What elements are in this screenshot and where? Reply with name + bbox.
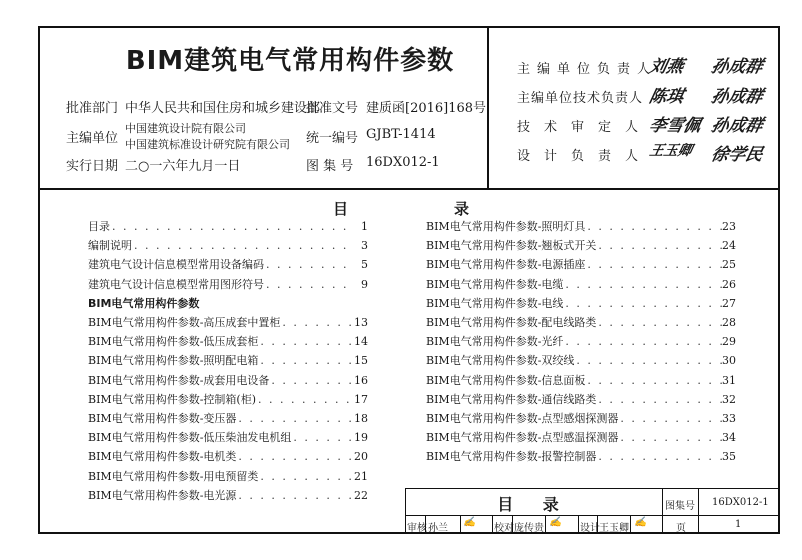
toc-entry-page: 17 xyxy=(354,392,368,406)
toc-leader-dots xyxy=(258,333,354,351)
toc-entry-title: BIM电气常用构件参数-电缆 xyxy=(426,277,564,291)
signature: 陈琪 xyxy=(647,87,686,107)
toc-entry-page: 16 xyxy=(354,373,368,387)
toc-leader-dots xyxy=(132,237,354,255)
atlas-no: 16DX012-1 xyxy=(366,155,440,170)
toc-entry[interactable] xyxy=(88,314,368,332)
toc-entry-title: BIM电气常用构件参数 xyxy=(88,296,200,310)
title-block-div xyxy=(662,488,663,534)
signature: 孙成群 xyxy=(709,57,765,77)
toc-leader-dots xyxy=(110,218,354,236)
toc-leader-dots xyxy=(596,237,722,255)
signature: 李雪佩 xyxy=(647,116,703,136)
design-label: 设计 xyxy=(580,523,600,534)
toc-heading-left: 目 xyxy=(333,200,349,218)
signature: 徐学民 xyxy=(709,145,765,165)
toc-leader-dots xyxy=(258,468,354,486)
toc-leader-dots xyxy=(618,429,722,447)
toc-leader-dots xyxy=(563,276,722,294)
toc-leader-dots xyxy=(563,333,722,351)
toc-entry[interactable] xyxy=(88,391,368,409)
toc-entry-title: BIM电气常用构件参数-点型感温探测器 xyxy=(426,431,619,445)
toc-leader-dots xyxy=(269,372,354,390)
toc-leader-dots xyxy=(574,352,722,370)
toc-entry-page: 27 xyxy=(722,296,736,310)
toc-leader-dots xyxy=(258,352,354,370)
toc-entry-page: 15 xyxy=(354,354,368,368)
toc-entry[interactable] xyxy=(426,352,736,370)
toc-entry-title: BIM电气常用构件参数-信息面板 xyxy=(426,373,586,387)
toc-entry[interactable] xyxy=(426,276,736,294)
toc-entry[interactable] xyxy=(88,468,368,486)
editor-unit-label: 主编单位 xyxy=(66,131,119,146)
title-block-left xyxy=(405,488,406,534)
toc-entry-title: 建筑电气设计信息模型常用图形符号 xyxy=(88,277,264,291)
toc-entry-page: 34 xyxy=(722,431,736,445)
toc-leader-dots xyxy=(596,391,722,409)
toc-leader-dots xyxy=(236,410,354,428)
toc-entry-page: 26 xyxy=(722,277,736,291)
toc-entry[interactable] xyxy=(88,237,368,255)
toc-entry-title: BIM电气常用构件参数-照明灯具 xyxy=(426,220,586,233)
signature: 王玉卿 xyxy=(648,143,694,159)
toc-entry[interactable] xyxy=(426,372,736,390)
toc-entry-page: 30 xyxy=(722,354,736,368)
toc-entry[interactable] xyxy=(88,256,368,274)
toc-entry-title: BIM电气常用构件参数-点型感烟探测器 xyxy=(426,412,619,425)
toc-entry-page: 25 xyxy=(722,258,736,272)
toc-heading-right: 录 xyxy=(454,200,470,218)
toc-entry-page: 5 xyxy=(361,258,368,272)
toc-entry-title: BIM电气常用构件参数-照明配电箱 xyxy=(88,354,259,368)
check-label: 校对 xyxy=(494,523,514,534)
toc-entry-title: BIM电气常用构件参数-光纤 xyxy=(426,335,564,349)
toc-entry[interactable] xyxy=(88,410,368,428)
toc-entry[interactable] xyxy=(88,448,368,466)
toc-entry[interactable] xyxy=(426,256,736,274)
toc-entry-page: 3 xyxy=(361,239,368,253)
toc-entry-title: BIM电气常用构件参数-控制箱(柜) xyxy=(88,392,256,406)
title-block-div xyxy=(698,488,699,534)
page-number: 1 xyxy=(735,519,742,530)
checker: 庞传贵 xyxy=(514,523,544,534)
reviewer: 孙兰 xyxy=(428,523,448,534)
toc-entry[interactable] xyxy=(426,429,736,447)
page-title: BIM建筑电气常用构件参数 xyxy=(125,46,455,76)
tb-div xyxy=(545,515,546,534)
toc-entry-page: 19 xyxy=(354,431,368,445)
toc-entry-title: BIM电气常用构件参数-翘板式开关 xyxy=(426,239,597,253)
editor-unit-2: 中国建筑标准设计研究院有限公司 xyxy=(125,138,290,151)
tb-div xyxy=(492,515,493,534)
tb-div xyxy=(578,515,579,534)
title-block-mid xyxy=(405,515,780,516)
toc-entry[interactable] xyxy=(88,487,368,505)
toc-entry-title: BIM电气常用构件参数-通信线路类 xyxy=(426,392,597,406)
unified-no-label: 统一编号 xyxy=(306,131,359,146)
toc-entry-title: BIM电气常用构件参数-电机类 xyxy=(88,450,237,464)
toc-entry-page: 14 xyxy=(354,335,368,349)
toc-entry[interactable] xyxy=(88,352,368,370)
toc-entry-title: BIM电气常用构件参数-电源插座 xyxy=(426,258,586,272)
approve-doc: 建质函[2016]168号 xyxy=(366,101,487,116)
title-block-top xyxy=(405,488,780,489)
title-block-atlas-label: 图集号 xyxy=(665,501,695,512)
toc-entry-page: 1 xyxy=(361,220,368,233)
toc-entry[interactable] xyxy=(426,448,736,466)
signature: 孙成群 xyxy=(709,87,765,107)
toc-entry-page: 32 xyxy=(722,392,736,406)
review-label: 审核 xyxy=(407,523,427,534)
signature: ✍ xyxy=(463,517,476,528)
toc-entry-title: BIM电气常用构件参数-用电预留类 xyxy=(88,469,259,483)
toc-entry-title: BIM电气常用构件参数-低压柴油发电机组 xyxy=(88,431,292,445)
toc-entry-title: BIM电气常用构件参数-电线 xyxy=(426,296,564,310)
toc-entry-page: 24 xyxy=(722,239,736,253)
signer-label-tech-review: 技术审定人 xyxy=(517,120,653,135)
toc-entry[interactable] xyxy=(426,218,736,236)
toc-leader-dots xyxy=(256,391,354,409)
atlas-no-label: 图 集 号 xyxy=(306,159,354,174)
tb-div xyxy=(460,515,461,534)
title-block-atlas-no: 16DX012-1 xyxy=(712,497,769,508)
title-block-name: 目 录 xyxy=(497,495,571,514)
toc-leader-dots xyxy=(291,429,354,447)
toc-section-heading xyxy=(88,295,368,313)
toc-leader-dots xyxy=(585,256,722,274)
toc-entry-title: BIM电气常用构件参数-高压成套中置柜 xyxy=(88,316,281,329)
toc-entry[interactable] xyxy=(88,333,368,351)
toc-entry-page: 31 xyxy=(722,373,736,387)
toc-leader-dots xyxy=(236,487,354,505)
toc-leader-dots xyxy=(596,314,722,332)
toc-entry-title: BIM电气常用构件参数-变压器 xyxy=(88,412,237,425)
toc-entry[interactable] xyxy=(88,276,368,294)
toc-entry-page: 23 xyxy=(722,220,736,233)
toc-entry[interactable] xyxy=(426,391,736,409)
toc-leader-dots xyxy=(280,314,354,332)
toc-entry-title: BIM电气常用构件参数-成套用电设备 xyxy=(88,373,270,387)
toc-entry-page: 28 xyxy=(722,316,736,329)
toc-leader-dots xyxy=(585,218,722,236)
signature: 孙成群 xyxy=(709,116,765,136)
toc-leader-dots xyxy=(264,276,354,294)
toc-entry-page: 33 xyxy=(722,412,736,425)
toc-leader-dots xyxy=(264,256,354,274)
toc-entry[interactable] xyxy=(88,429,368,447)
toc-entry-page: 22 xyxy=(354,488,368,502)
effective-date: 二○一六年九月一日 xyxy=(125,159,241,174)
toc-leader-dots xyxy=(596,448,722,466)
toc-leader-dots xyxy=(618,410,722,428)
toc-entry-page: 13 xyxy=(354,316,368,329)
toc-entry[interactable] xyxy=(426,333,736,351)
toc-entry-title: BIM电气常用构件参数-双绞线 xyxy=(426,354,575,368)
designer: 王玉卿 xyxy=(599,523,629,534)
toc-entry-title: 建筑电气设计信息模型常用设备编码 xyxy=(88,258,264,272)
header-divider xyxy=(38,188,780,190)
toc-entry[interactable] xyxy=(426,410,736,428)
toc-entry-title: BIM电气常用构件参数-电光源 xyxy=(88,488,237,502)
approve-doc-label: 批准文号 xyxy=(306,101,359,116)
approve-dept: 中华人民共和国住房和城乡建设部 xyxy=(125,101,321,116)
effective-date-label: 实行日期 xyxy=(66,159,119,174)
toc-leader-dots xyxy=(236,448,354,466)
editor-unit-1: 中国建筑设计院有限公司 xyxy=(125,122,246,135)
signature: 刘燕 xyxy=(647,57,686,77)
toc-entry-page: 35 xyxy=(722,450,736,464)
toc-entry[interactable] xyxy=(426,295,736,313)
toc-entry-page: 9 xyxy=(361,277,368,291)
unified-no: GJBT-1414 xyxy=(366,127,436,142)
page-label: 页 xyxy=(676,523,686,534)
toc-leader-dots xyxy=(585,372,722,390)
toc-entry-page: 18 xyxy=(354,412,368,425)
toc-entry-page: 29 xyxy=(722,335,736,349)
toc-entry-title: 目录 xyxy=(88,220,110,233)
toc-entry-page: 21 xyxy=(354,469,368,483)
toc-entry-title: BIM电气常用构件参数-配电线路类 xyxy=(426,316,597,329)
toc-entry[interactable] xyxy=(426,314,736,332)
toc-entry-title: 编制说明 xyxy=(88,239,132,253)
toc-leader-dots xyxy=(563,295,722,313)
toc-entry[interactable] xyxy=(88,218,368,236)
tb-div xyxy=(630,515,631,534)
toc-entry[interactable] xyxy=(426,237,736,255)
signature: ✍ xyxy=(549,517,562,528)
signature: ✍ xyxy=(634,517,647,528)
signer-label-design-lead: 设计负责人 xyxy=(517,149,653,164)
signer-label-chief-unit: 主编单位负责人 xyxy=(517,62,658,77)
approve-dept-label: 批准部门 xyxy=(66,101,119,116)
toc-entry-title: BIM电气常用构件参数-低压成套柜 xyxy=(88,335,259,349)
signer-label-tech-lead: 主编单位技术负责人 xyxy=(517,91,644,106)
toc-entry-page: 20 xyxy=(354,450,368,464)
toc-entry-title: BIM电气常用构件参数-报警控制器 xyxy=(426,450,597,464)
toc-entry[interactable] xyxy=(88,372,368,390)
